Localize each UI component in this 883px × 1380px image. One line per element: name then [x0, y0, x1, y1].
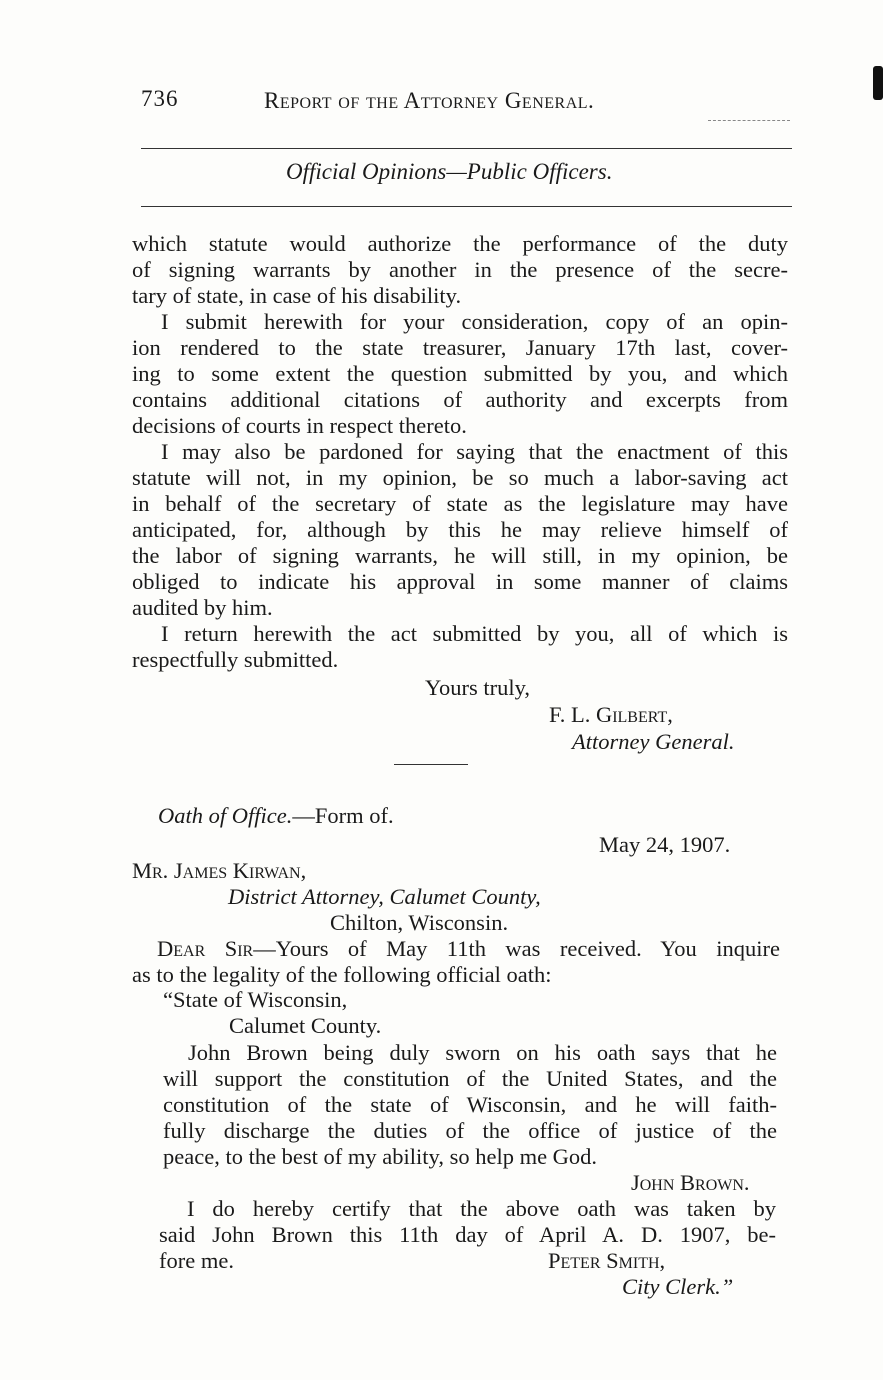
closing-salutation: Yours truly,: [425, 675, 531, 700]
scan-dash-mark: [708, 120, 790, 121]
topic-heading: [158, 803, 394, 829]
body-line: contains additional citations of authority and excerpts from: [132, 387, 788, 412]
body-line: ing to some extent the question submitted by you, and which: [132, 361, 788, 386]
body-line: tary of state, in case of his disability.: [132, 283, 462, 308]
oath-signer: John Brown.: [631, 1170, 750, 1195]
signature-title: Attorney General.: [572, 729, 735, 754]
clerk-title: City Clerk.”: [622, 1274, 734, 1299]
page-number: 736: [141, 86, 179, 111]
clerk-name: Peter Smith,: [548, 1248, 666, 1273]
opinion-body: [132, 231, 788, 673]
signature-name: F. L. Gilbert,: [549, 702, 673, 727]
oath-text: [163, 1040, 777, 1170]
section-divider: [394, 764, 468, 765]
salutation: Dear Sir: [157, 936, 254, 961]
quote-county: Calumet County.: [229, 1013, 382, 1038]
body-line: ion rendered to the state treasurer, January 17th last, cover-: [132, 335, 788, 360]
body-line: the labor of signing warrants, he will still, in my opinion, be: [132, 543, 788, 568]
oath-line: constitution of the state of Wisconsin, and he will faith-: [163, 1092, 777, 1117]
intro-line: [132, 936, 780, 962]
body-line: obliged to indicate his approval in some manner of claims: [132, 569, 788, 594]
quote-state: “State of Wisconsin,: [163, 987, 348, 1012]
section-title: Official Opinions—Public Officers.: [286, 159, 613, 184]
oath-line: fully discharge the duties of the office of justice of the: [163, 1118, 777, 1143]
certify-line: fore me.: [159, 1248, 234, 1273]
certification-text: [159, 1196, 776, 1274]
certify-line: I do hereby certify that the above oath was taken by: [187, 1196, 776, 1221]
intro-text: —Yours of May 11th was received. You inquire: [253, 936, 780, 961]
addressee-title: District Attorney, Calumet County,: [228, 884, 541, 909]
topic-heading-italic: Oath of Office.: [158, 803, 293, 828]
letter-intro: [132, 936, 780, 988]
body-line: I may also be pardoned for saying that the enactment of this: [161, 439, 788, 464]
topic-heading-rest: —Form of.: [292, 803, 394, 828]
body-line: anticipated, for, although by this he may relieve himself of: [132, 517, 788, 542]
body-line: I submit herewith for your consideration, copy of an opin-: [161, 309, 788, 334]
body-line: decisions of courts in respect thereto.: [132, 413, 467, 438]
body-line: respectfully submitted.: [132, 647, 339, 672]
body-line: which statute would authorize the performance of the duty: [132, 231, 788, 256]
page-edge-mark: [873, 66, 883, 100]
addressee-name: Mr. James Kirwan,: [132, 858, 307, 883]
body-line: audited by him.: [132, 595, 273, 620]
addressee-city: Chilton, Wisconsin.: [330, 910, 509, 935]
body-line: in behalf of the secretary of state as the legislature may have: [132, 491, 788, 516]
oath-line: peace, to the best of my ability, so help me God.: [163, 1144, 598, 1169]
certify-line: said John Brown this 11th day of April A. D. 1907, be-: [159, 1222, 776, 1247]
body-line: of signing warrants by another in the presence of the secre-: [132, 257, 788, 282]
letter-date: May 24, 1907.: [599, 832, 731, 857]
oath-line: John Brown being duly sworn on his oath says that he: [188, 1040, 777, 1065]
header-rule-top: [141, 148, 792, 149]
body-line: I return herewith the act submitted by you, all of which is: [161, 621, 788, 646]
running-head: Report of the Attorney General.: [264, 88, 595, 113]
body-line: statute will not, in my opinion, be so much a labor-saving act: [132, 465, 788, 490]
oath-line: will support the constitution of the United States, and the: [163, 1066, 777, 1091]
intro-line: as to the legality of the following official oath:: [132, 962, 552, 987]
header-rule-bottom: [141, 206, 792, 207]
